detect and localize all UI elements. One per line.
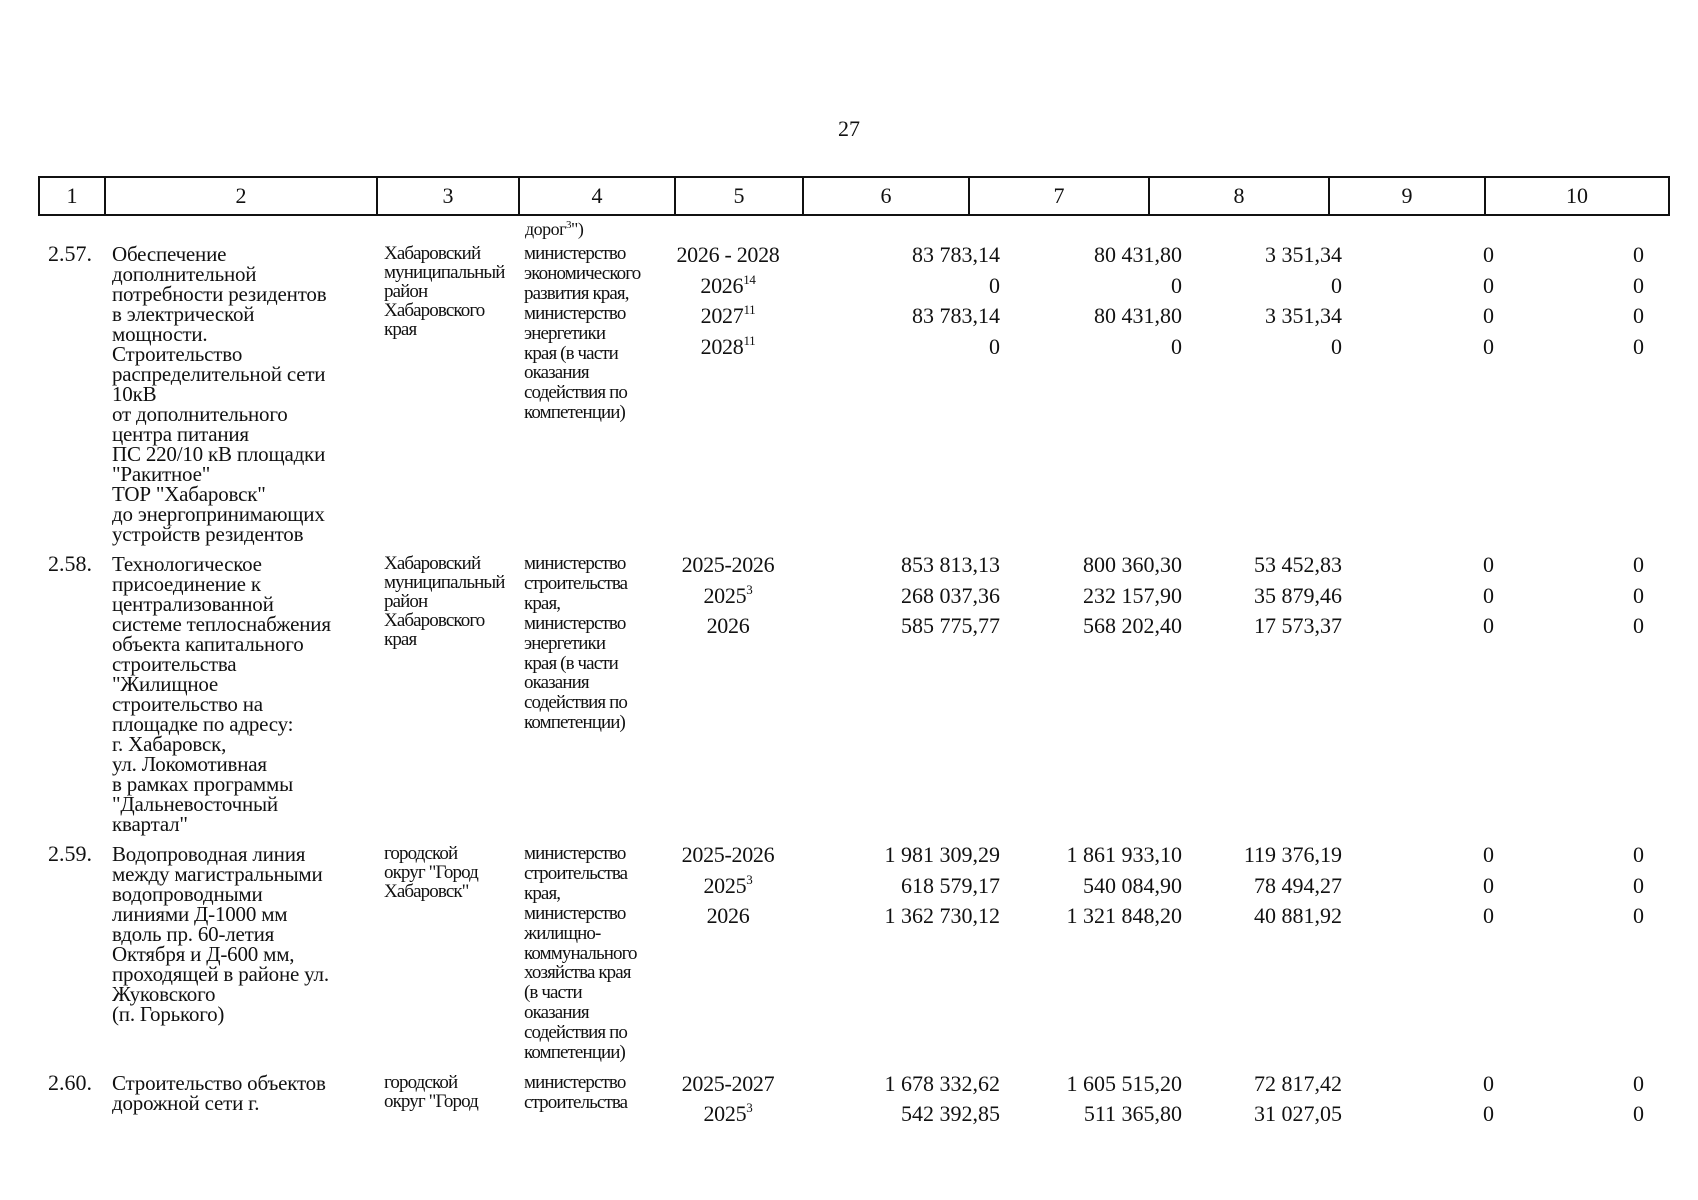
activity-name-line: "Жилищное bbox=[112, 672, 219, 696]
activity-name-line: Водопроводная линия bbox=[112, 842, 306, 866]
year-value: 2028 bbox=[700, 333, 744, 359]
executor-line: министерство bbox=[524, 302, 626, 324]
funding-values bbox=[38, 841, 1668, 936]
activity-name-line: дополнительной bbox=[112, 262, 257, 286]
footnote-ref: 3 bbox=[746, 871, 753, 887]
executor-line: края (в части bbox=[524, 342, 618, 364]
funding-row bbox=[38, 841, 1668, 875]
regional-budget-cell: 1 861 933,10 bbox=[1066, 842, 1182, 867]
federal-budget-cell: 0 bbox=[1483, 613, 1494, 638]
year-cell bbox=[638, 871, 818, 898]
other-sources-cell: 0 bbox=[1633, 272, 1644, 298]
activity-name-line: ПС 220/10 кВ площадки bbox=[112, 442, 326, 466]
footnote-ref: 3 bbox=[746, 1100, 753, 1116]
activity-name-line: присоединение к bbox=[112, 572, 261, 596]
executor-line: министерство bbox=[524, 843, 626, 864]
table-body bbox=[38, 241, 1668, 1134]
activity-name-line: Технологическое bbox=[112, 552, 262, 576]
local-budget-cell: 72 817,42 bbox=[1254, 1070, 1342, 1096]
activity-name-line: строительство на bbox=[112, 692, 263, 716]
federal-budget-cell: 0 bbox=[1483, 1070, 1494, 1096]
continuation-text: дорог$^3$") bbox=[525, 219, 584, 239]
row-number: 2.57. bbox=[48, 241, 92, 266]
activity-name-line: Обеспечение bbox=[112, 242, 227, 266]
executor-line: жилищно- bbox=[524, 922, 601, 944]
year-value: 2025 bbox=[703, 582, 747, 608]
federal-budget-cell: 0 bbox=[1483, 272, 1494, 298]
activity-name-line: проходящей в районе ул. bbox=[112, 962, 329, 986]
activity-name-line: потребности резидентов bbox=[112, 282, 327, 306]
executor-line: (в части bbox=[524, 982, 582, 1004]
activity-name-line: Строительство bbox=[112, 342, 243, 366]
funding-values bbox=[38, 551, 1668, 646]
activity-name-line: в электрической bbox=[112, 302, 255, 326]
table-row bbox=[38, 241, 1668, 546]
activity-name-line: ТОР "Хабаровск" bbox=[112, 482, 266, 506]
activity-name-line: от дополнительного bbox=[112, 402, 288, 426]
regional-budget-cell: 568 202,40 bbox=[1083, 613, 1182, 638]
header-cell: 10 bbox=[1485, 177, 1669, 215]
activity-name-line: централизованной bbox=[112, 592, 274, 616]
activity-name-line: в рамках программы bbox=[112, 772, 293, 796]
executor-line: края, bbox=[524, 592, 561, 614]
municipality-line: муниципальный bbox=[384, 262, 505, 283]
other-sources-cell: 0 bbox=[1633, 1101, 1644, 1127]
municipality-line: район bbox=[384, 591, 428, 612]
municipality-line: муниципальный bbox=[384, 572, 505, 593]
year-value: 2026 - 2028 bbox=[676, 242, 780, 267]
municipality-line: Хабаровского bbox=[384, 610, 485, 631]
year-cell bbox=[638, 581, 818, 608]
funding-row bbox=[38, 302, 1668, 336]
total-cell: 268 037,36 bbox=[901, 582, 1000, 608]
funding-row bbox=[38, 612, 1668, 646]
year-cell bbox=[638, 302, 818, 328]
activity-name-line: между магистральными bbox=[112, 862, 323, 886]
federal-budget-cell: 0 bbox=[1483, 582, 1494, 608]
executor-line: энергетики bbox=[524, 632, 606, 654]
header-cell: 4 bbox=[519, 177, 675, 215]
year-cell bbox=[638, 271, 818, 298]
activity-name-line: водопроводными bbox=[112, 882, 263, 906]
year-cell bbox=[638, 844, 818, 866]
page-number: 27 bbox=[838, 116, 860, 141]
activity-name-line: 10кВ bbox=[112, 382, 157, 406]
activity-name-line: (п. Горького) bbox=[112, 1002, 225, 1026]
total-cell: 853 813,13 bbox=[901, 552, 1000, 577]
regional-budget-cell: 511 365,80 bbox=[1083, 1101, 1182, 1127]
activity-name-line: площадке по адресу: bbox=[112, 712, 294, 736]
municipality-line: городской bbox=[384, 843, 458, 864]
other-sources-cell: 0 bbox=[1633, 872, 1644, 898]
header-cell: 9 bbox=[1329, 177, 1485, 215]
year-value: 2026 bbox=[706, 903, 750, 928]
year-cell bbox=[638, 905, 818, 927]
executor-line: оказания bbox=[524, 1002, 589, 1024]
federal-budget-cell: 0 bbox=[1483, 842, 1494, 867]
activity-name-line: квартал" bbox=[112, 812, 188, 836]
year-cell bbox=[638, 554, 818, 576]
local-budget-cell: 3 351,34 bbox=[1265, 242, 1342, 267]
executor-line: министерство bbox=[524, 612, 626, 634]
federal-budget-cell: 0 bbox=[1483, 903, 1494, 928]
executor-line: края, bbox=[524, 882, 561, 904]
municipality-line: городской bbox=[384, 1071, 458, 1093]
executor-line: строительства bbox=[524, 1091, 628, 1113]
regional-budget-cell: 1 605 515,20 bbox=[1066, 1070, 1182, 1096]
federal-budget-cell: 0 bbox=[1483, 333, 1494, 359]
federal-budget-cell: 0 bbox=[1483, 872, 1494, 898]
executor-line: министерство bbox=[524, 902, 626, 924]
year-value: 2025 bbox=[703, 872, 747, 898]
total-cell: 0 bbox=[989, 272, 1000, 298]
row-number: 2.58. bbox=[48, 551, 92, 576]
local-budget-cell: 40 881,92 bbox=[1254, 903, 1342, 928]
year-value: 2025 bbox=[703, 1101, 747, 1127]
other-sources-cell: 0 bbox=[1633, 842, 1644, 867]
local-budget-cell: 119 376,19 bbox=[1243, 842, 1342, 867]
total-cell: 585 775,77 bbox=[901, 613, 1000, 638]
activity-name-line: Строительство объектов bbox=[112, 1070, 326, 1095]
funding-row bbox=[38, 902, 1668, 936]
activity-name-line: устройств резидентов bbox=[112, 522, 304, 546]
executor-line: содействия по bbox=[524, 382, 627, 404]
header-cell: 2 bbox=[105, 177, 377, 215]
other-sources-cell: 0 bbox=[1633, 903, 1644, 928]
local-budget-cell: 35 879,46 bbox=[1254, 582, 1342, 608]
executor-line: энергетики bbox=[524, 322, 606, 344]
regional-budget-cell: 232 157,90 bbox=[1083, 582, 1182, 608]
regional-budget-cell: 0 bbox=[1171, 333, 1182, 359]
municipality-line: края bbox=[384, 319, 417, 340]
other-sources-cell: 0 bbox=[1633, 613, 1644, 638]
activity-name-line: распределительной сети bbox=[112, 362, 326, 386]
executor-line: края (в части bbox=[524, 652, 618, 674]
executor-line: министерство bbox=[524, 1071, 626, 1093]
regional-budget-cell: 0 bbox=[1171, 272, 1182, 298]
total-cell: 542 392,85 bbox=[901, 1101, 1000, 1127]
activity-name-line: Жуковского bbox=[112, 982, 216, 1006]
regional-budget-cell: 540 084,90 bbox=[1083, 872, 1182, 898]
year-cell bbox=[638, 1100, 818, 1127]
executor-line: оказания bbox=[524, 362, 589, 384]
total-cell: 1 362 730,12 bbox=[884, 903, 1000, 928]
other-sources-cell: 0 bbox=[1633, 582, 1644, 608]
municipality-line: Хабаровский bbox=[384, 553, 481, 574]
year-value: 2025-2027 bbox=[681, 1070, 775, 1096]
activity-name-line: линиями Д-1000 мм bbox=[112, 902, 288, 926]
executor-line: министерство bbox=[524, 553, 626, 574]
header-cell: 6 bbox=[803, 177, 969, 215]
executor-line: компетенции) bbox=[524, 712, 625, 734]
municipality-line: Хабаровск" bbox=[384, 881, 469, 902]
local-budget-cell: 31 027,05 bbox=[1254, 1101, 1342, 1127]
executor-line: экономического bbox=[524, 262, 641, 284]
regional-budget-cell: 80 431,80 bbox=[1094, 242, 1182, 267]
funding-values bbox=[38, 241, 1668, 366]
row-number: 2.59. bbox=[48, 841, 92, 866]
header-cell: 7 bbox=[969, 177, 1149, 215]
federal-budget-cell: 0 bbox=[1483, 242, 1494, 267]
executor-line: содействия по bbox=[524, 692, 627, 714]
executor-line: строительства bbox=[524, 572, 628, 594]
header-cell: 1 bbox=[39, 177, 105, 215]
footnote-ref: 11 bbox=[743, 332, 756, 348]
year-value: 2025-2026 bbox=[681, 842, 775, 867]
year-value: 2026 bbox=[700, 272, 744, 298]
funding-row bbox=[38, 1069, 1668, 1104]
regional-budget-cell: 800 360,30 bbox=[1083, 552, 1182, 577]
executor-line: хозяйства края bbox=[524, 962, 631, 984]
activity-name-line: строительства bbox=[112, 652, 237, 676]
other-sources-cell: 0 bbox=[1633, 1070, 1644, 1096]
total-cell: 0 bbox=[989, 333, 1000, 359]
other-sources-cell: 0 bbox=[1633, 552, 1644, 577]
footnote-ref: 3 bbox=[746, 581, 753, 597]
year-cell bbox=[638, 1070, 818, 1096]
year-value: 2026 bbox=[706, 613, 750, 638]
other-sources-cell: 0 bbox=[1633, 242, 1644, 267]
activity-name-line: "Дальневосточный bbox=[112, 792, 278, 816]
local-budget-cell: 3 351,34 bbox=[1265, 303, 1342, 328]
federal-budget-cell: 0 bbox=[1483, 552, 1494, 577]
municipality-line: края bbox=[384, 629, 417, 650]
local-budget-cell: 0 bbox=[1331, 272, 1342, 298]
table-header bbox=[38, 176, 1670, 216]
activity-name-line: объекта капитального bbox=[112, 632, 304, 656]
funding-values bbox=[38, 1069, 1668, 1134]
total-cell: 1 678 332,62 bbox=[884, 1070, 1000, 1096]
footnote-ref: 14 bbox=[743, 271, 756, 287]
municipality-line: Хабаровского bbox=[384, 300, 485, 321]
municipality-line: округ "Город bbox=[384, 862, 478, 883]
local-budget-cell: 53 452,83 bbox=[1254, 552, 1342, 577]
regional-budget-cell: 80 431,80 bbox=[1094, 303, 1182, 328]
footnote-ref: 11 bbox=[743, 302, 756, 317]
local-budget-cell: 0 bbox=[1331, 333, 1342, 359]
activity-name-line: мощности. bbox=[112, 322, 208, 346]
regional-budget-cell: 1 321 848,20 bbox=[1066, 903, 1182, 928]
funding-row bbox=[38, 551, 1668, 585]
executor-line: строительства bbox=[524, 862, 628, 884]
funding-row bbox=[38, 241, 1668, 275]
row-number: 2.60. bbox=[48, 1069, 92, 1095]
year-value: 2027 bbox=[700, 303, 744, 328]
executor-line: коммунального bbox=[524, 942, 637, 964]
activity-name-line: до энергопринимающих bbox=[112, 502, 325, 526]
executor-line: компетенции) bbox=[524, 1042, 625, 1064]
executor-line: развития края, bbox=[524, 282, 629, 304]
local-budget-cell: 78 494,27 bbox=[1254, 872, 1342, 898]
federal-budget-cell: 0 bbox=[1483, 1101, 1494, 1127]
total-cell: 83 783,14 bbox=[912, 242, 1000, 267]
municipality-line: район bbox=[384, 281, 428, 302]
total-cell: 618 579,17 bbox=[901, 872, 1000, 898]
activity-name-line: вдоль пр. 60-летия bbox=[112, 922, 275, 946]
executor-line: министерство bbox=[524, 243, 626, 264]
executor-line: оказания bbox=[524, 672, 589, 694]
year-cell bbox=[638, 615, 818, 637]
local-budget-cell: 17 573,37 bbox=[1254, 613, 1342, 638]
executor-line: содействия по bbox=[524, 1022, 627, 1044]
table-row bbox=[38, 551, 1668, 836]
total-cell: 1 981 309,29 bbox=[884, 842, 1000, 867]
activity-name-line: г. Хабаровск, bbox=[112, 732, 227, 756]
header-cell: 3 bbox=[377, 177, 519, 215]
year-cell bbox=[638, 244, 818, 266]
activity-name-line: системе теплоснабжения bbox=[112, 612, 331, 636]
activity-name-line: центра питания bbox=[112, 422, 249, 446]
other-sources-cell: 0 bbox=[1633, 333, 1644, 359]
header-cell: 8 bbox=[1149, 177, 1329, 215]
activity-name-line: Октября и Д-600 мм, bbox=[112, 942, 295, 966]
year-value: 2025-2026 bbox=[681, 552, 775, 577]
executor-line: компетенции) bbox=[524, 402, 625, 424]
header-cell: 5 bbox=[675, 177, 803, 215]
total-cell: 83 783,14 bbox=[912, 303, 1000, 328]
municipality-line: Хабаровский bbox=[384, 243, 481, 264]
table-row bbox=[38, 1069, 1668, 1134]
federal-budget-cell: 0 bbox=[1483, 303, 1494, 328]
year-cell bbox=[638, 332, 818, 359]
table-row bbox=[38, 841, 1668, 1064]
other-sources-cell: 0 bbox=[1633, 303, 1644, 328]
activity-name-line: дорожной сети г. bbox=[112, 1090, 260, 1115]
activity-name-line: ул. Локомотивная bbox=[112, 752, 267, 776]
municipality-line: округ "Город bbox=[384, 1090, 478, 1112]
activity-name-line: "Ракитное" bbox=[112, 462, 211, 486]
